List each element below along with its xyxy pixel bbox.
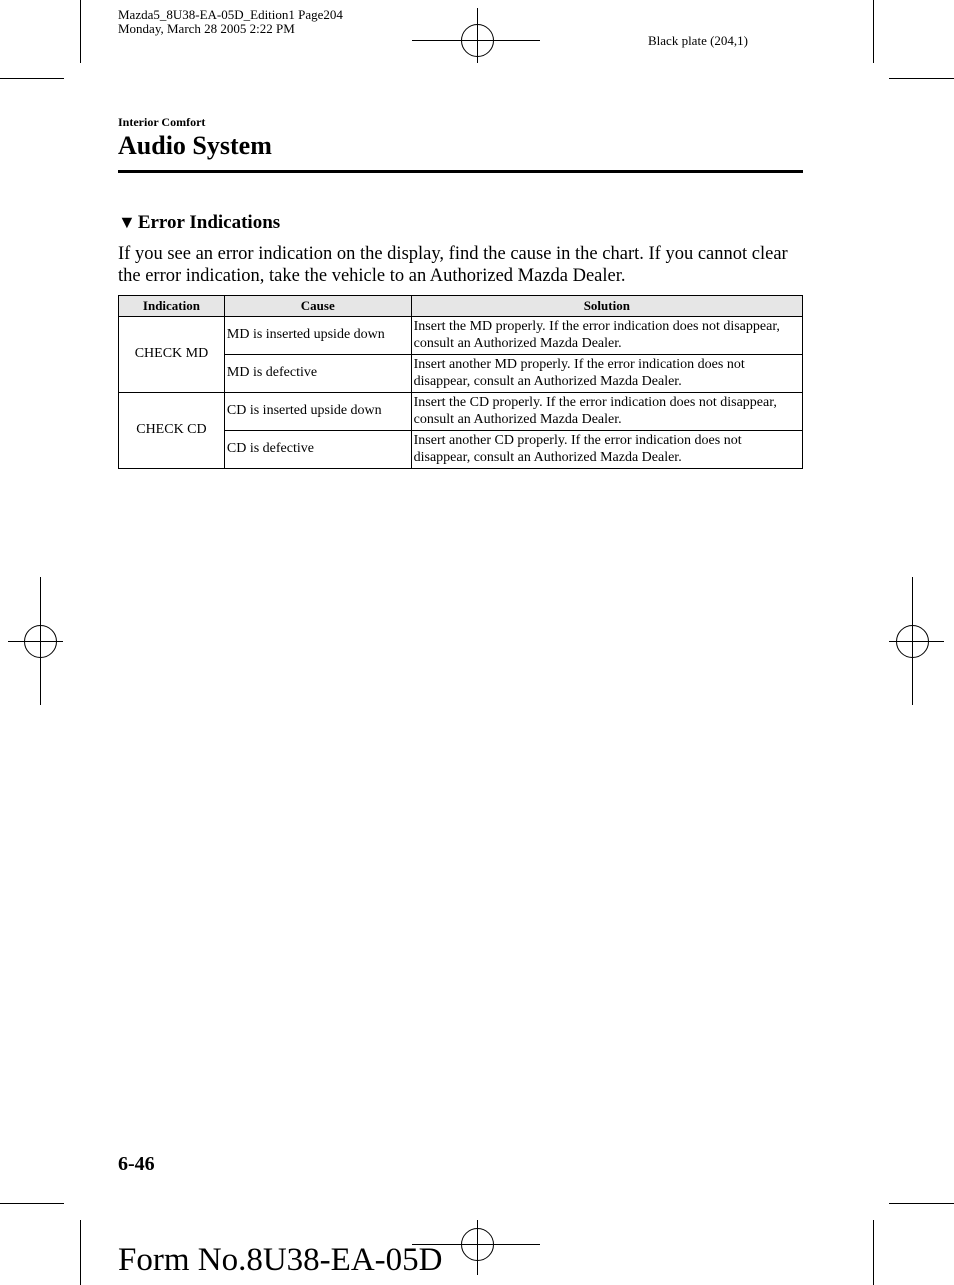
subheading [118, 209, 280, 236]
solution-cell: Insert the MD properly. If the error indication does not disappear, consult an Authorized Mazda Dealer. [411, 317, 802, 355]
header-solution: Solution [411, 296, 802, 317]
solution-cell: Insert another MD properly. If the error indication does not disappear, consult an Authorized Mazda Dealer. [411, 355, 802, 393]
cause-cell: CD is inserted upside down [224, 393, 411, 431]
table-row [119, 393, 803, 431]
title-rule [118, 170, 803, 173]
intro-paragraph: If you see an error indication on the display, find the cause in the chart. If you cannot clear the error indication, take the vehicle to an Authorized Mazda Dealer. [118, 244, 788, 286]
page-number: 6-46 [118, 1153, 155, 1175]
cause-cell: MD is inserted upside down [224, 317, 411, 355]
plate-label: Black plate (204,1) [648, 33, 748, 48]
form-number: Form No.8U38-EA-05D [118, 1242, 443, 1278]
table-row [119, 317, 803, 355]
subheading-text: Error Indications [137, 212, 281, 233]
cause-cell: CD is defective [224, 431, 411, 469]
solution-cell: Insert the CD properly. If the error indication does not disappear, consult an Authorized Mazda Dealer. [411, 393, 802, 431]
indication-cell: CHECK CD [119, 393, 225, 469]
cause-cell: MD is defective [224, 355, 411, 393]
triangle-down-icon: ▼ [118, 212, 136, 232]
page-title: Audio System [118, 131, 272, 160]
solution-cell: Insert another CD properly. If the error indication does not disappear, consult an Authorized Mazda Dealer. [411, 431, 802, 469]
print-date-line: Monday, March 28 2005 2:22 PM [118, 21, 295, 36]
section-label: Interior Comfort [118, 115, 206, 129]
error-indications-table [118, 295, 803, 469]
print-file-line: Mazda5_8U38-EA-05D_Edition1 Page204 [118, 7, 343, 22]
table-header-row [119, 296, 803, 317]
header-cause: Cause [224, 296, 411, 317]
header-indication: Indication [119, 296, 225, 317]
indication-cell: CHECK MD [119, 317, 225, 393]
